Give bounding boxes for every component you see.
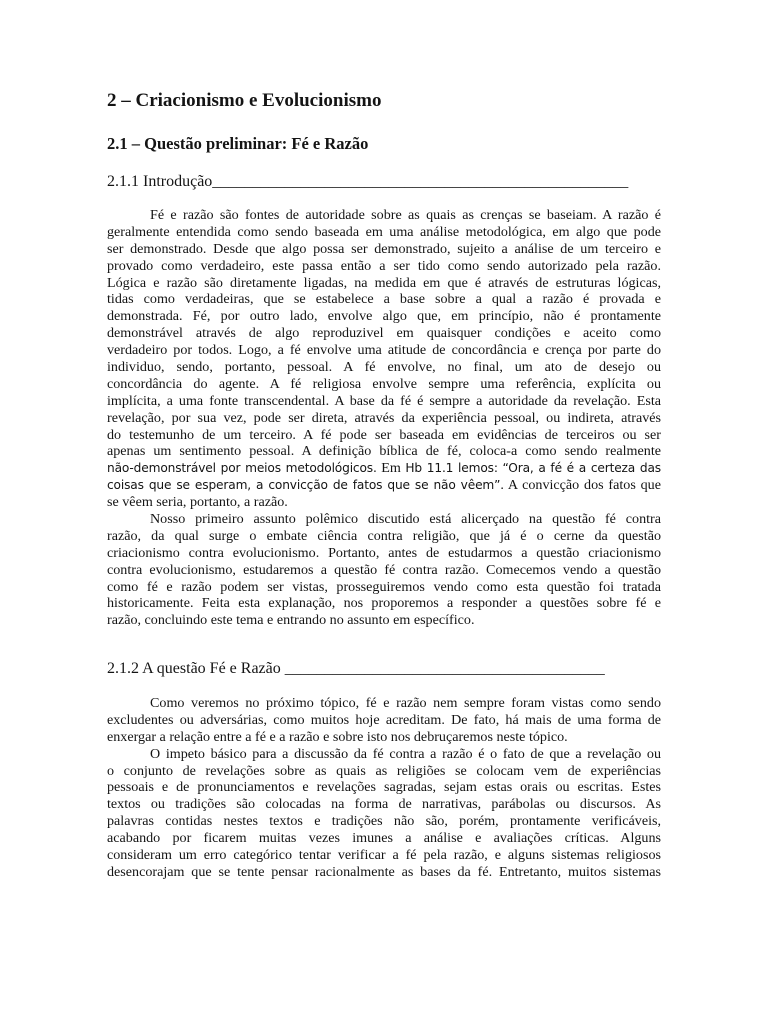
text-line: geralmente entendida como sendo baseada em uma análise metodológica, em algo que pode [107,223,661,240]
text-line: pessoais e de pronunciamentos e revelações sagradas, sejam estas orais ou escritas. Estes [107,779,661,796]
subsection-heading-question: 2.1.2 A questão Fé e Razão ________________________________________ [107,660,605,677]
text-line: apenas um sentimento pessoal. A definição bíblica de fé, coloca-a como sendo realmente [107,443,661,460]
quote-fragment: coisas que se esperam, a convicção de fatos que se não vêem” [107,478,501,493]
quote-fragment: Hb 11.1 lemos: “Ora, a fé é a certeza das [405,461,661,476]
text-line: do testemunho de um terceiro. A fé pode ser baseada em evidências de terceiros ou ser [107,426,661,443]
text-line: revelação, por sua vez, pode ser direta, através da experiência pessoal, ou indireta, através [107,409,661,426]
text-line: criacionismo contra evolucionismo. Portanto, antes de estudarmos a questão criacionismo [107,544,661,561]
text-line: demonstrada. Fé, por outro lado, envolve algo que, em princípio, não é prontamente [107,308,661,325]
text-line: Nosso primeiro assunto polêmico discutido está alicerçado na questão fé contra [150,511,661,528]
text-line: o conjunto de revelações sobre as quais as religiões se colocam vem de experiências [107,762,661,779]
text-line: Lógica e razão são diretamente ligadas, na medida em que é através de estruturas lógicas, [107,274,661,291]
question-text [107,695,661,881]
text-line: provado como verdadeiro, este passa então a ser tido como sendo autorizado pela razão. [107,257,661,274]
text-fragment: Em [376,460,406,477]
text-line: verdadeiro por todos. Logo, a fé envolve uma atitude de concordância e crença por parte do [107,342,661,359]
text-line: textos ou tradições são colocadas na forma de narrativas, parábolas ou discursos. As [107,796,661,813]
quote-fragment: não-demonstrável por meios metodológicos. [107,461,377,476]
subsection-heading-intro: 2.1.1 Introdução____________________________________________________ [107,173,629,190]
intro-text [107,207,661,629]
text-line: palavras contidas nestes textos e tradições não são, porém, prontamente verificáveis, [107,813,661,830]
text-line: razão, da qual surge o embate ciência contra religião, que já é o cerne da questão [107,527,661,544]
section-heading: 2.1 – Questão preliminar: Fé e Razão [107,134,369,153]
text-line: excludentes ou adversárias, como muitos hoje acreditam. De fato, há mais de uma forma de [107,711,661,728]
text-line: desencorajam que se tente pensar racionalmente as bases da fé. Entretanto, muitos sistemas [107,863,661,880]
text-line: concordância do agente. A fé religiosa envolve sempre uma referência, explícita ou [107,375,661,392]
text-line: enxergar a relação entre a fé e a razão e sobre isto nos debruçaremos neste tópico. [107,728,568,745]
text-line: contra evolucionismo, estudaremos a questão fé contra razão. Comecemos vendo a questão [107,561,661,578]
text-line-mixed-font [107,477,661,494]
text-line-mixed-font [107,460,661,477]
text-line: consideram um erro categórico tentar verificar a fé pela razão, e alguns sistemas religiosos [107,847,661,864]
text-line: Fé e razão são fontes de autoridade sobre as quais as crenças se baseiam. A razão é [150,207,661,223]
text-line: tidas como verdadeiras, que se estabelece a base sobre a qual a razão é provada e [107,291,661,308]
text-line: como fé e razão podem ser vistas, prosseguiremos vendo como esta questão foi tratada [107,578,661,595]
text-line: historicamente. Feita esta explanação, nos proporemos a responder a questões sobre fé e [107,595,661,612]
text-line: razão, concluindo este tema e entrando no assunto em específico. [107,612,475,629]
text-fragment: . A convicção dos fatos que [500,477,661,494]
text-line: O impeto básico para a discussão da fé contra a razão é o fato de que a revelação ou [150,745,661,762]
chapter-heading: 2 – Criacionismo e Evolucionismo [107,90,382,111]
text-line: Como veremos no próximo tópico, fé e razão nem sempre foram vistas como sendo [150,695,661,711]
text-line: implícita, a uma fonte transcendental. A base da fé é sempre a autoridade da revelação. Esta [107,392,661,409]
text-line: ser demonstrado. Desde que algo possa ser demonstrado, sujeito a análise de um terceiro e [107,240,661,257]
text-line: acabando por ficarem muitas vezes imunes a análise e avaliações críticas. Alguns [107,830,661,847]
text-line: demonstrável através de algo reproduzivel em quaisquer condições e aceito como [107,325,661,342]
text-line: se vêem seria, portanto, a razão. [107,494,288,511]
text-line: individuo, sendo, portanto, pessoal. A fé envolve, no final, um ato de desejo ou [107,359,661,376]
